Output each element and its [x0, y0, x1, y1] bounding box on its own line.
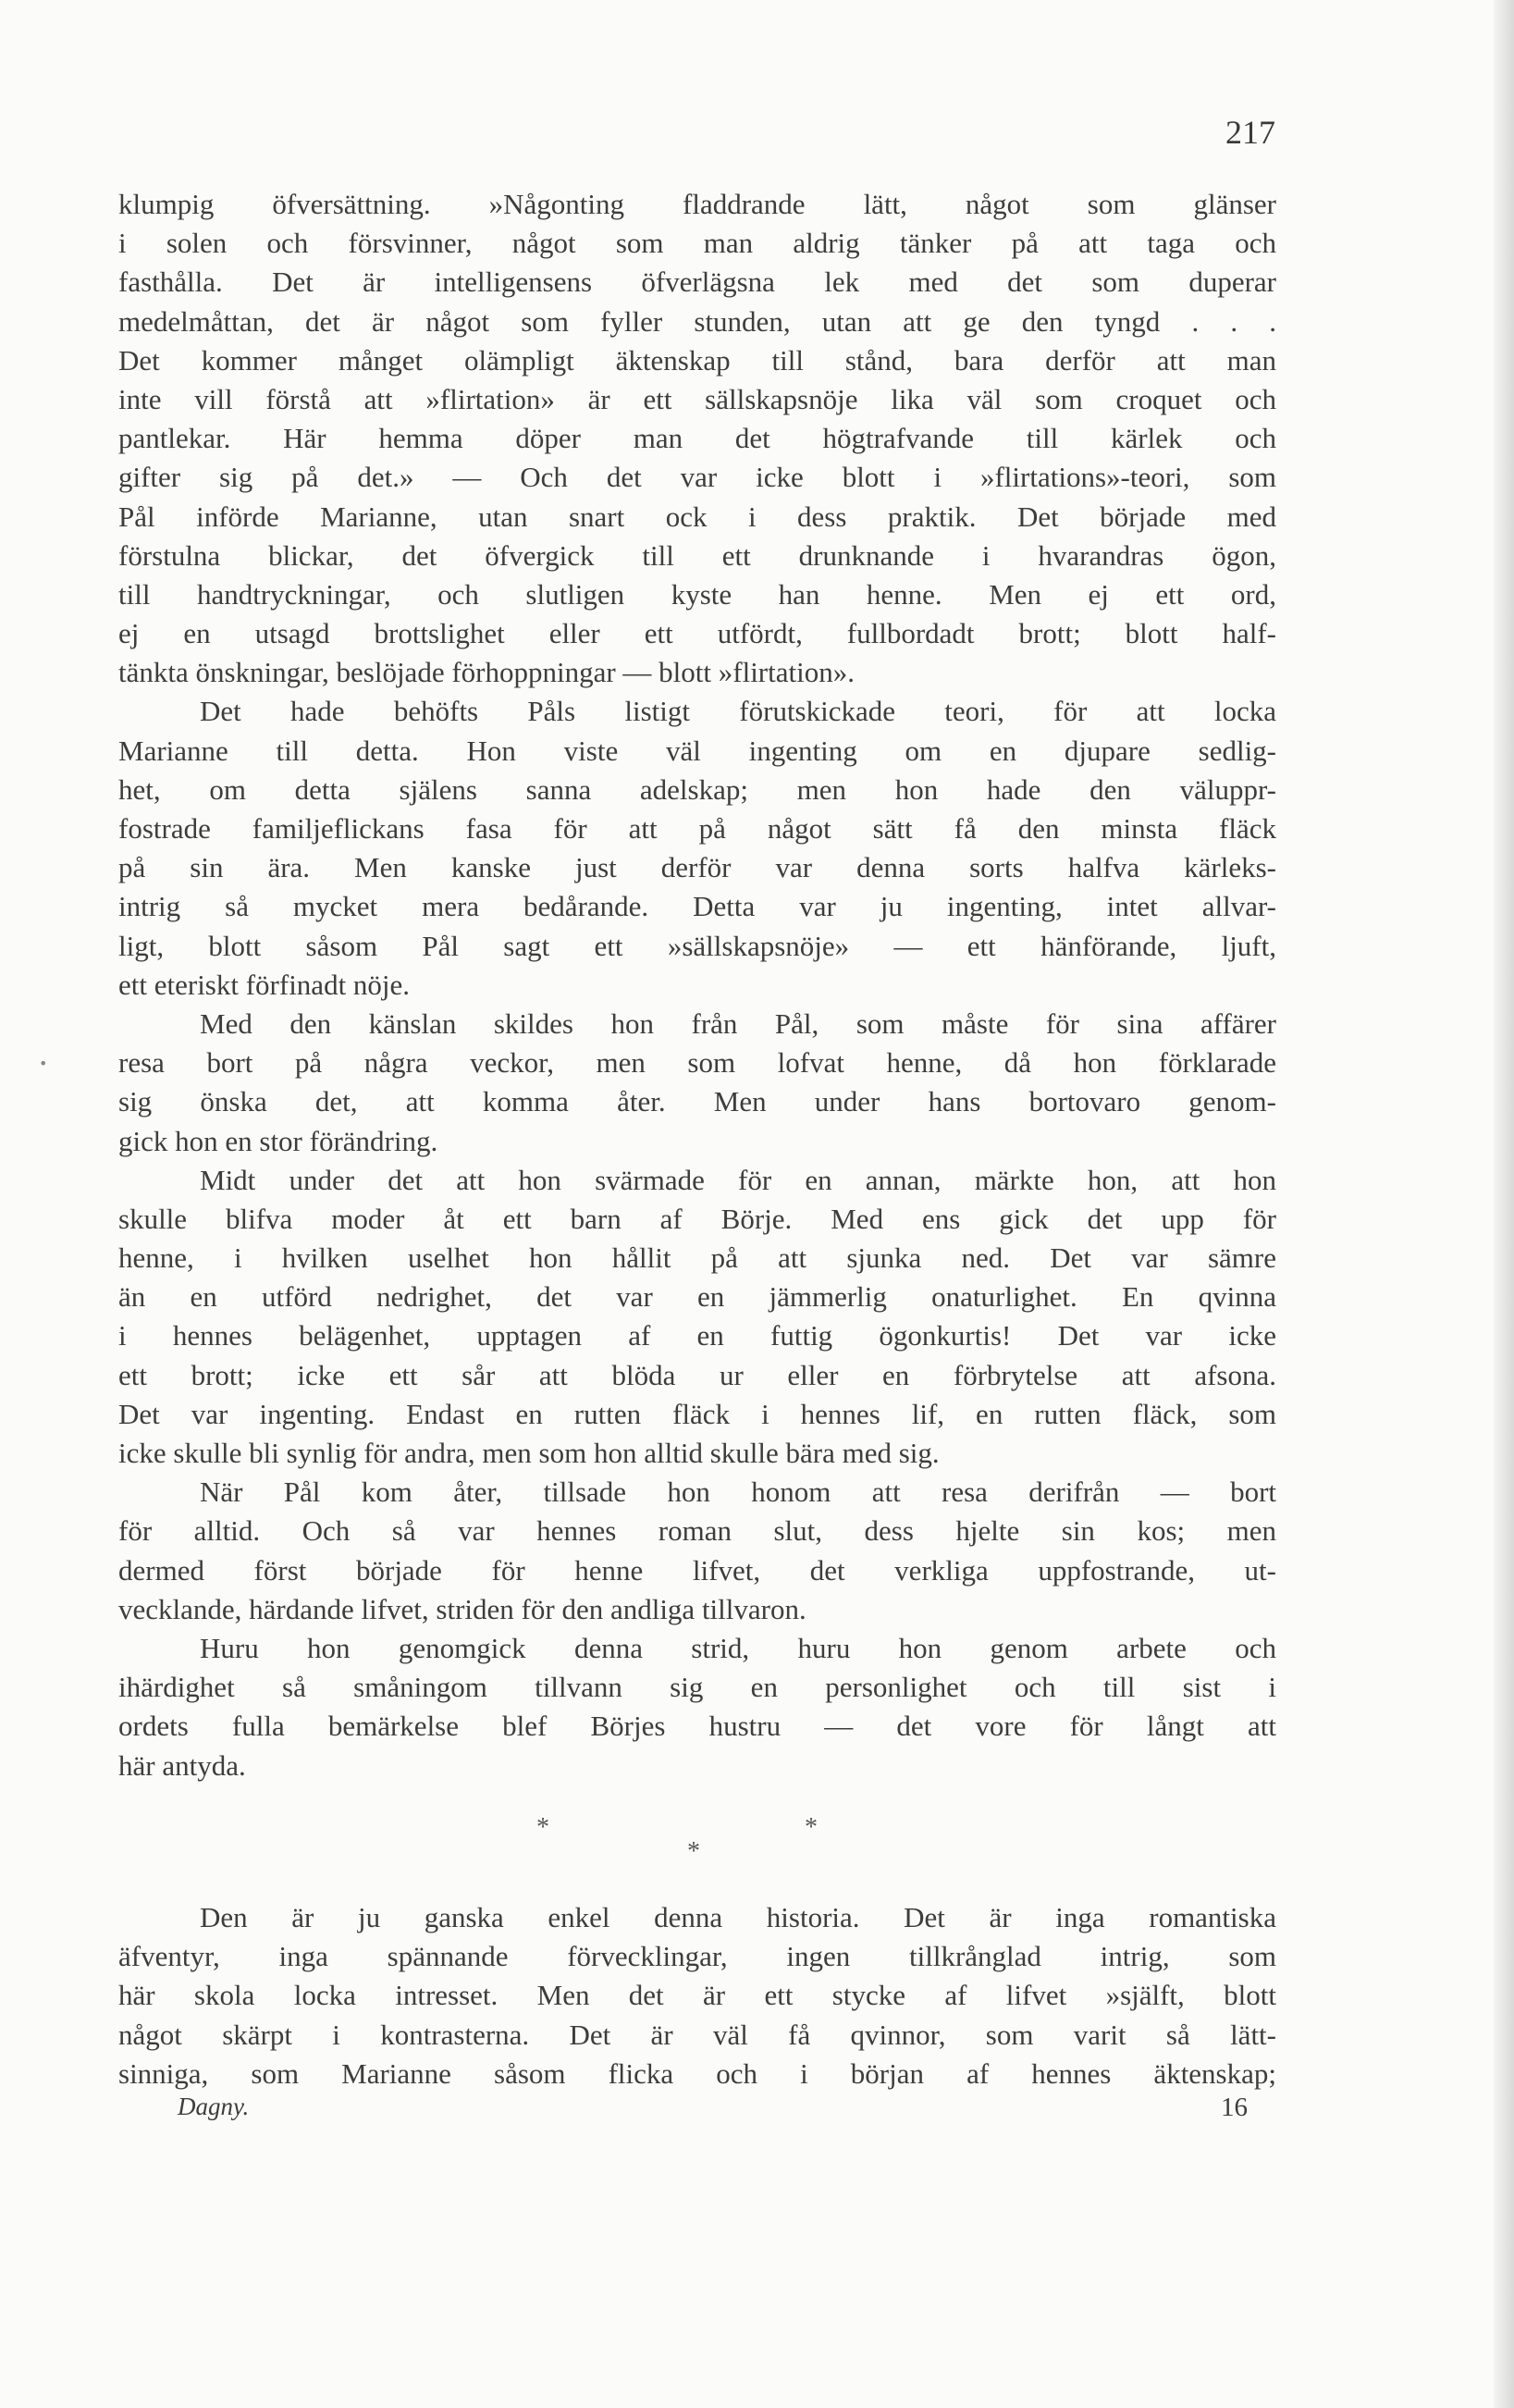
text-line: När Pål kom åter, tillsade hon honom att resa derifrån — bort: [200, 1476, 1276, 1509]
asterisk-right: *: [805, 1813, 818, 1842]
text-line: sig önska det, att komma åter. Men under hans bortovaro genom-: [118, 1085, 1276, 1118]
text-line: äfventyr, inga spännande förvecklingar, ingen tillkrånglad intrig, som: [118, 1940, 1276, 1973]
text-line: Det hade behöfts Påls listigt förutskickade teori, för att locka: [200, 695, 1276, 728]
text-line: här antyda.: [118, 1748, 246, 1782]
text-line: inte vill förstå att »flirtation» är ett sällskapsnöje lika väl som croquet och: [118, 382, 1276, 415]
text-line: Det var ingenting. Endast en rutten fläck i hennes lif, en rutten fläck, som: [118, 1397, 1276, 1430]
text-line: resa bort på några veckor, men som lofvat henne, då hon förklarade: [118, 1046, 1276, 1080]
text-line: sinniga, som Marianne såsom flicka och i början af hennes äktenskap;: [118, 2056, 1276, 2090]
text-line: medelmåttan, det är något som fyller stunden, utan att ge den tyngd . . .: [118, 304, 1276, 338]
text-line: Det kommer månget olämpligt äktenskap till stånd, bara derför att man: [118, 343, 1276, 377]
text-line: dermed först började för henne lifvet, det verkliga uppfostrande, ut-: [118, 1553, 1276, 1587]
text-line: henne, i hvilken uselhet hon hållit på att sjunka ned. Det var sämre: [118, 1241, 1276, 1275]
text-line: fostrade familjeflickans fasa för att på något sätt få den minsta fläck: [118, 812, 1276, 845]
text-line: ej en utsagd brottslighet eller ett utfördt, fullbordadt brott; blott half-: [118, 617, 1276, 650]
text-line: Pål införde Marianne, utan snart ock i dess praktik. Det började med: [118, 500, 1276, 533]
text-line: Huru hon genomgick denna strid, huru hon genom arbete och: [200, 1631, 1276, 1664]
text-line: än en utförd nedrighet, det var en jämmerlig onaturlighet. En qvinna: [118, 1280, 1276, 1314]
text-line: i solen och försvinner, något som man aldrig tänker på att taga och: [118, 227, 1276, 260]
scan-edge-shadow: [1494, 0, 1514, 2408]
asterisk-middle: *: [687, 1837, 700, 1866]
text-line: i hennes belägenhet, upptagen af en futtig ögonkurtis! Det var icke: [118, 1319, 1276, 1352]
text-line: skulle blifva moder åt ett barn af Börje. Med ens gick det upp för: [118, 1202, 1276, 1235]
text-line: något skärpt i kontrasterna. Det är väl få qvinnor, som varit så lätt-: [118, 2018, 1276, 2051]
text-line: icke skulle bli synlig för andra, men som hon alltid skulle bära med sig.: [118, 1437, 940, 1469]
text-line: här skola locka intresset. Men det är ett stycke af lifvet »själft, blott: [118, 1979, 1276, 2012]
text-line: gick hon en stor förändring.: [118, 1124, 438, 1157]
text-line: klumpig öfversättning. »Någonting fladdrande lätt, något som glänser: [118, 188, 1276, 220]
margin-mark: •: [39, 1055, 48, 1072]
text-line: ordets fulla bemärkelse blef Börjes hustru — det vore för långt att: [118, 1710, 1276, 1743]
text-line: het, om detta själens sanna adelskap; men hon hade den väluppr-: [118, 772, 1276, 806]
text-line: Med den känslan skildes hon från Pål, som måste för sina affärer: [200, 1006, 1276, 1040]
text-line: gifter sig på det.» — Och det var icke blott i »flirtations»-teori, som: [118, 461, 1276, 494]
text-line: intrig så mycket mera bedårande. Detta var ju ingenting, intet allvar-: [118, 890, 1276, 923]
text-line: för alltid. Och så var hennes roman slut, dess hjelte sin kos; men: [118, 1514, 1276, 1548]
text-line: på sin ära. Men kanske just derför var denna sorts halfva kärleks-: [118, 851, 1276, 884]
text-line: Den är ju ganska enkel denna historia. Det är inga romantiska: [200, 1901, 1276, 1933]
text-line: vecklande, härdande lifvet, striden för den andliga tillvaron.: [118, 1592, 806, 1625]
footer-sheet-number: 16: [1221, 2093, 1248, 2122]
text-line: ett brott; icke ett sår att blöda ur eller en förbrytelse att afsona.: [118, 1358, 1276, 1391]
closing-text-block: [118, 1898, 1276, 2093]
text-line: pantlekar. Här hemma döper man det högtrafvande till kärlek och: [118, 422, 1276, 455]
text-line: förstulna blickar, det öfvergick till ett drunknande i hvarandras ögon,: [118, 538, 1276, 572]
page-number: 217: [1225, 114, 1275, 151]
text-line: fasthålla. Det är intelligensens öfverlägsna lek med det som duperar: [118, 265, 1276, 299]
text-line: ligt, blott såsom Pål sagt ett »sällskapsnöje» — ett hänförande, ljuft,: [118, 929, 1276, 962]
text-line: ihärdighet så småningom tillvann sig en personlighet och till sist i: [118, 1671, 1276, 1704]
text-line: Marianne till detta. Hon viste väl ingenting om en djupare sedlig-: [118, 734, 1276, 767]
text-line: tänkta önskningar, beslöjade förhoppningar — blott »flirtation».: [118, 656, 855, 689]
asterisk-left: *: [536, 1813, 549, 1842]
text-line: Midt under det att hon svärmade för en annan, märkte hon, att hon: [200, 1163, 1276, 1196]
footer-signature: Dagny.: [178, 2093, 250, 2120]
text-line: till handtryckningar, och slutligen kyste han henne. Men ej ett ord,: [118, 577, 1276, 611]
text-line: ett eteriskt förfinadt nöje.: [118, 968, 411, 1001]
